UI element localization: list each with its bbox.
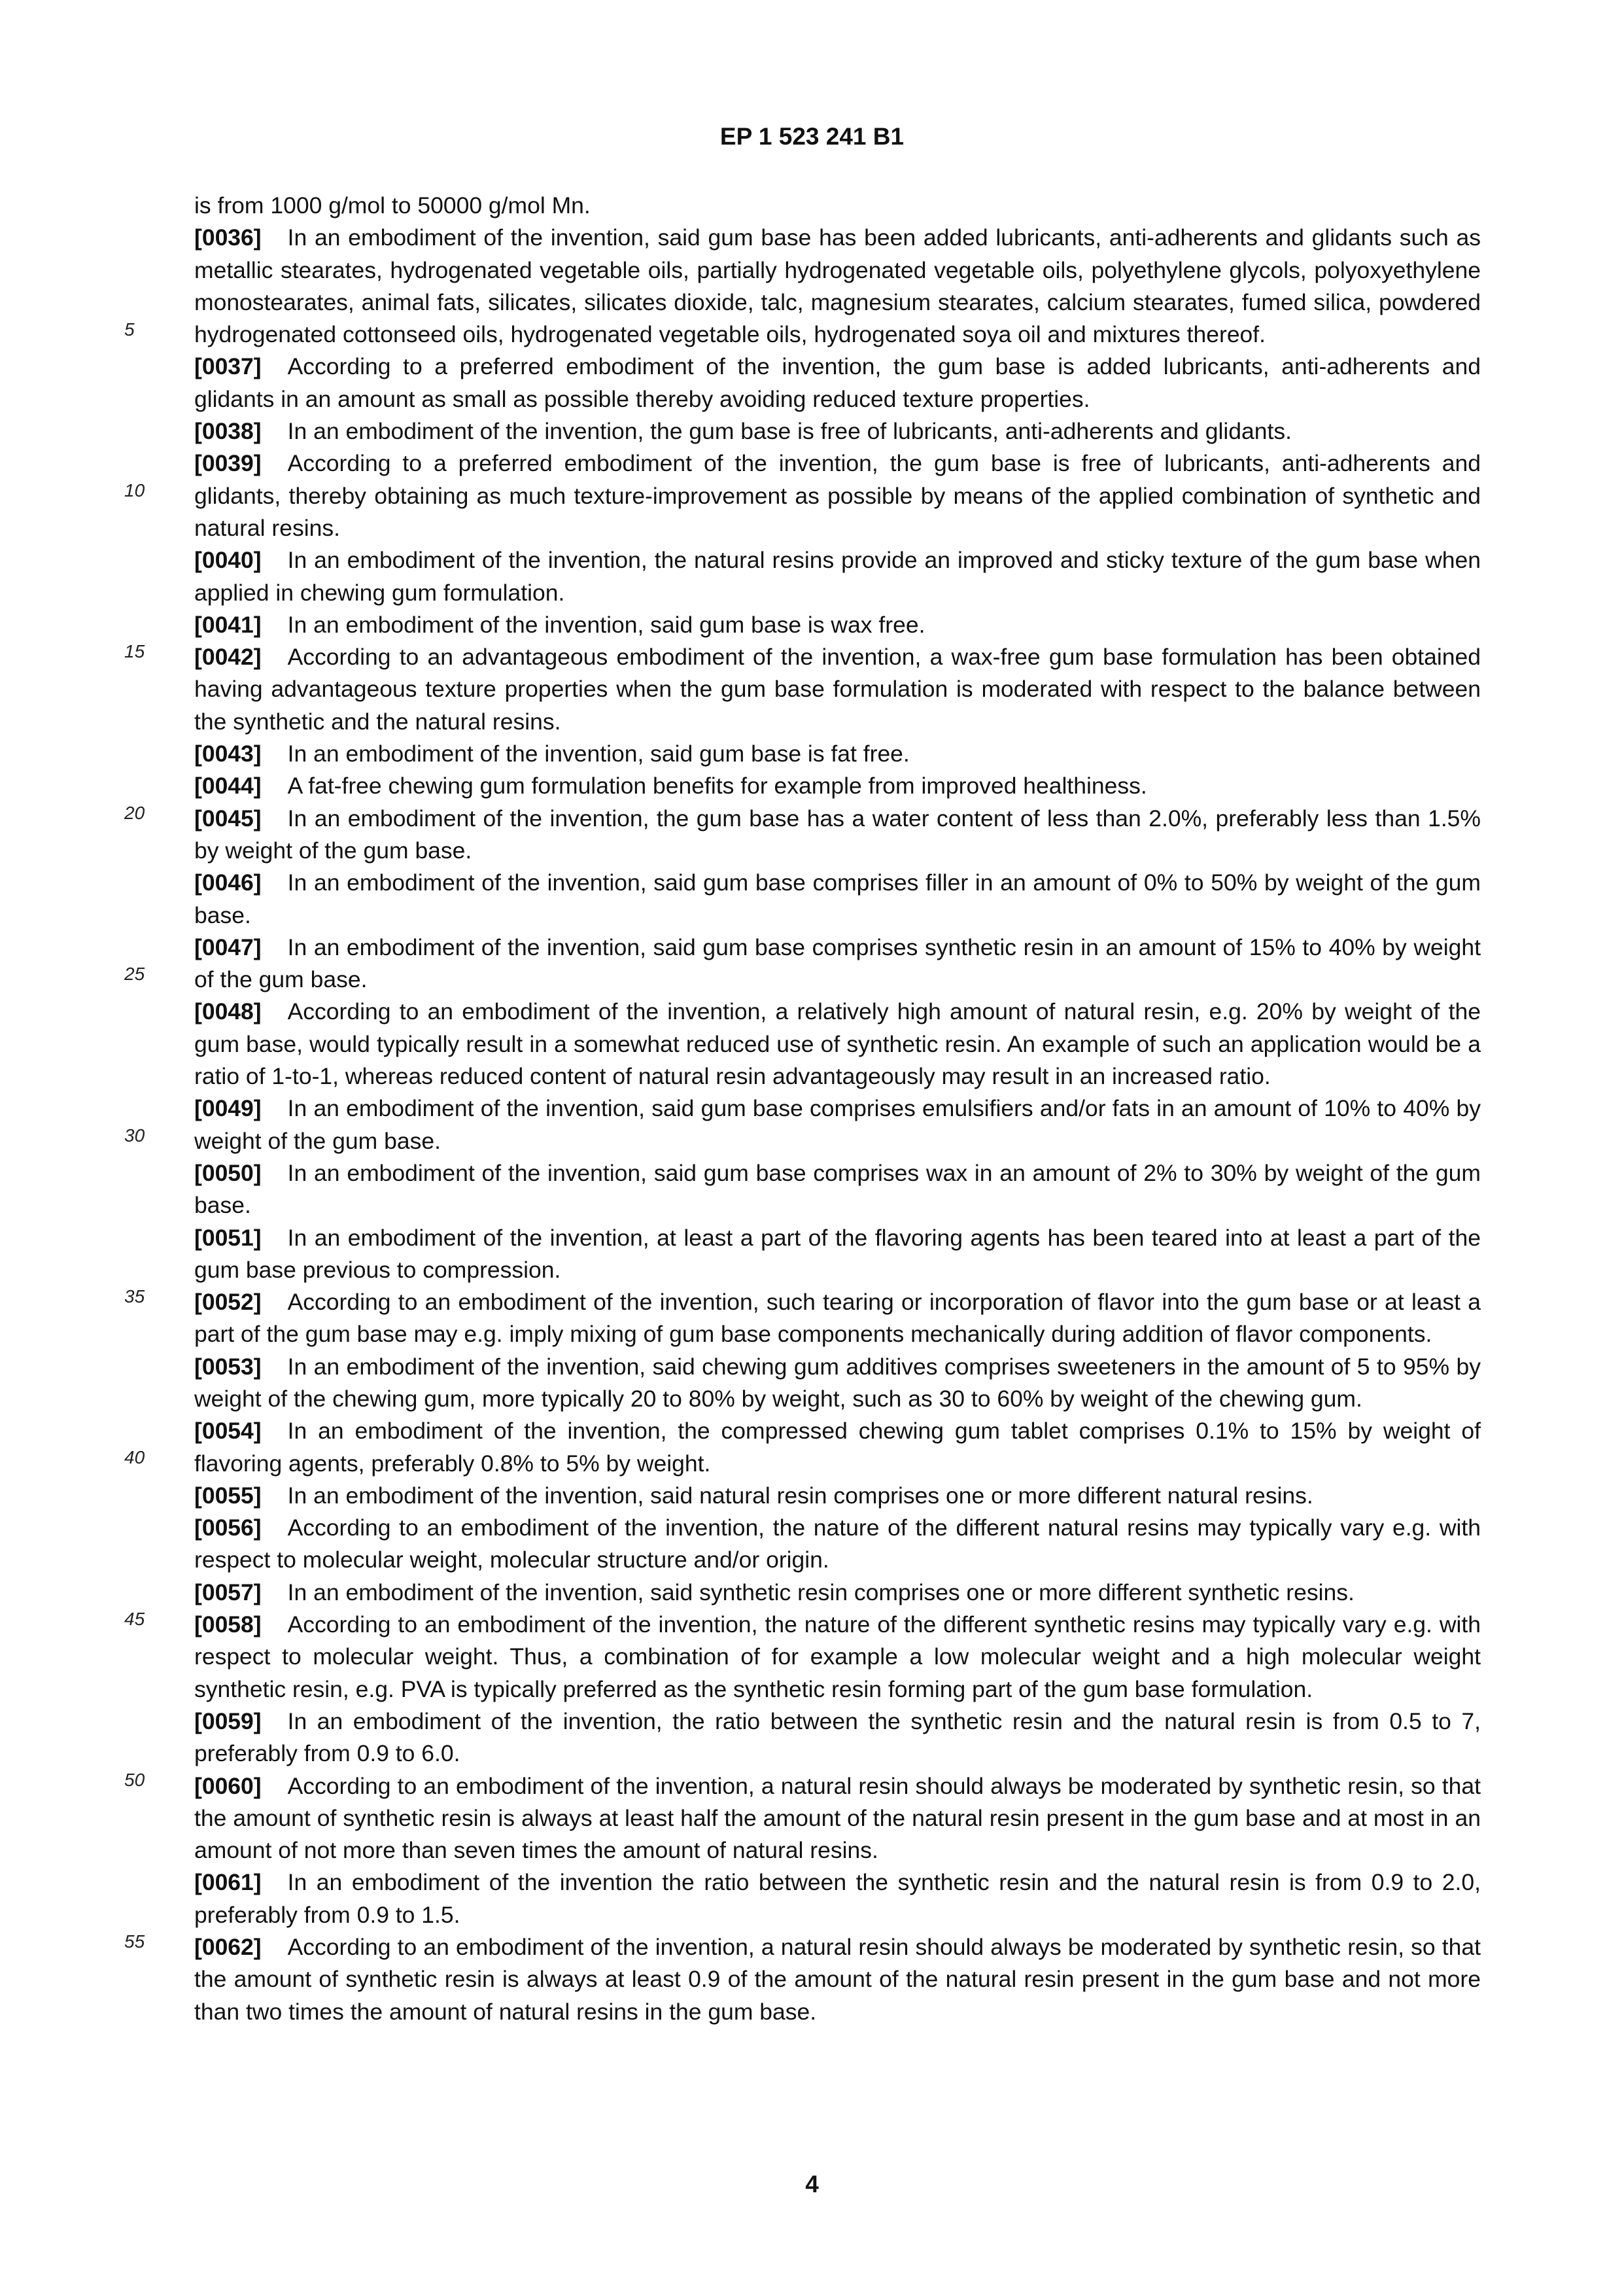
paragraph [194,1931,1481,2028]
paragraph-text: In an embodiment of the invention, the gum base has a water content of less than 2.0%, preferably less than 1.5% by weight of the gum base. [194,805,1481,864]
paragraph-number: [0047] [194,934,262,960]
paragraph-text: In an embodiment of the invention, said gum base comprises filler in an amount of 0% to 50% by weight of the gum base. [194,869,1481,928]
paragraph [194,932,1481,996]
paragraph [194,544,1481,609]
paragraph-text: In an embodiment of the invention, the compressed chewing gum tablet comprises 0.1% to 15% by weight of flavoring agents, preferably 0.8% to 5% by weight. [194,1418,1481,1477]
line-number: 50 [124,1770,145,1790]
paragraph-number: [0040] [194,547,262,574]
paragraph-number: [0045] [194,805,262,832]
paragraph-number: [0050] [194,1159,262,1186]
paragraph-number: [0051] [194,1224,262,1251]
paragraph-number: [0062] [194,1934,262,1961]
paragraph-number: [0041] [194,611,262,638]
paragraph-text: According to an advantageous embodiment of the invention, a wax-free gum base formulation has been obtained having advantageous texture properties when the gum base formulation is moderated with respect to the balance between the synthetic and the natural resins. [194,644,1481,735]
paragraph-text: In an embodiment of the invention, the ratio between the synthetic resin and the natural resin is from 0.5 to 7, preferably from 0.9 to 6.0. [194,1708,1481,1767]
paragraph-text: A fat-free chewing gum formulation benefits for example from improved healthiness. [287,773,1147,799]
paragraph [194,1609,1481,1706]
paragraph [194,1351,1481,1416]
line-number: 55 [124,1931,145,1952]
paragraph-number: [0036] [194,224,262,251]
paragraph [194,1866,1481,1931]
paragraph-number: [0055] [194,1482,262,1509]
paragraph [194,1512,1481,1577]
paragraph [194,738,1481,770]
paragraph [194,867,1481,932]
paragraph-number: [0061] [194,1869,262,1896]
paragraph [194,1222,1481,1287]
paragraph [194,351,1481,415]
paragraph-number: [0043] [194,741,262,767]
line-number: 10 [124,480,145,500]
line-number: 30 [124,1125,145,1146]
paragraph-text: In an embodiment of the invention, said gum base comprises synthetic resin in an amount of 15% to 40% by weight of the gum base. [194,934,1481,993]
line-number: 45 [124,1609,145,1629]
paragraph-text: In an embodiment of the invention, said chewing gum additives comprises sweeteners in the amount of 5 to 95% by weight of the chewing gum, more typically 20 to 80% by weight, such as 30 to 60% by weight of the chewing gum. [194,1353,1481,1412]
paragraph-text: According to an embodiment of the invention, a natural resin should always be moderated by synthetic resin, so that the amount of synthetic resin is always at least 0.9 of the amount of the natural resin present in the gum base and not more than two times the amount of natural resins in the gum base. [194,1934,1481,2025]
paragraph-number: [0038] [194,418,262,445]
paragraph [194,1093,1481,1157]
paragraph-text: In an embodiment of the invention, said synthetic resin comprises one or more different synthetic resins. [287,1579,1355,1605]
paragraph-number: [0056] [194,1515,262,1541]
continuation-text: is from 1000 g/mol to 50000 g/mol Mn. [194,192,591,219]
paragraph-number: [0039] [194,450,262,477]
paragraph-number: [0049] [194,1095,262,1122]
paragraph-number: [0052] [194,1289,262,1316]
paragraph [194,770,1481,802]
paragraph-text: In an embodiment of the invention, said gum base comprises wax in an amount of 2% to 30% by weight of the gum base. [194,1159,1481,1219]
page-number: 4 [805,2171,819,2198]
paragraph-text: According to an embodiment of the invention, the nature of the different natural resins may typically vary e.g. with respect to molecular weight, molecular structure and/or origin. [194,1515,1481,1573]
paragraph [194,1415,1481,1480]
paragraph-number: [0044] [194,773,262,799]
line-number: 40 [124,1447,145,1467]
paragraph-text: In an embodiment of the invention, the gum base is free of lubricants, anti-adherents and glidants. [287,418,1292,445]
paragraph [194,415,1481,447]
paragraph [194,803,1481,867]
paragraph-number: [0048] [194,998,262,1025]
line-number: 5 [124,319,135,340]
paragraph-number: [0054] [194,1418,262,1445]
paragraph-text: According to an embodiment of the invention, such tearing or incorporation of flavor into the gum base or at least a part of the gum base may e.g. imply mixing of gum base components mechanically during addition of flavor components. [194,1289,1481,1348]
paragraph-text: In an embodiment of the invention, the natural resins provide an improved and sticky texture of the gum base when applied in chewing gum formulation. [194,547,1481,606]
paragraph-number: [0046] [194,869,262,896]
paragraph [194,1480,1481,1512]
paragraph-text: In an embodiment of the invention, said gum base is fat free. [287,741,910,767]
paragraph [194,609,1481,641]
paragraph [194,996,1481,1093]
paragraph [194,447,1481,544]
paragraph [194,1286,1481,1351]
paragraph-text: According to a preferred embodiment of the invention, the gum base is free of lubricants, anti-adherents and glidants, thereby obtaining as much texture-improvement as possible by means of the applied combination of synthetic and natural resins. [194,450,1481,541]
paragraph-number: [0060] [194,1772,262,1799]
paragraph [194,1157,1481,1222]
description-body [194,190,1481,2028]
paragraph [194,1770,1481,1867]
paragraph-text: In an embodiment of the invention, said gum base comprises emulsifiers and/or fats in an amount of 10% to 40% by weight of the gum base. [194,1095,1481,1154]
paragraph [194,1706,1481,1770]
line-number: 15 [124,641,145,661]
line-number: 35 [124,1286,145,1306]
paragraph [194,222,1481,351]
paragraph-text: According to a preferred embodiment of the invention, the gum base is added lubricants, anti-adherents and glidants in an amount as small as possible thereby avoiding reduced texture properties. [194,353,1481,412]
paragraph-text: In an embodiment of the invention the ratio between the synthetic resin and the natural resin is from 0.9 to 2.0, preferably from 0.9 to 1.5. [194,1869,1481,1928]
paragraph [194,1577,1481,1609]
paragraph [194,641,1481,738]
paragraph-text: In an embodiment of the invention, said gum base is wax free. [287,611,925,638]
paragraph-number: [0059] [194,1708,262,1734]
paragraph-text: In an embodiment of the invention, said gum base has been added lubricants, anti-adherents and glidants such as metallic stearates, hydrogenated vegetable oils, partially hydrogenated vegetable oils, polyethylene glycols, polyoxyethylene monostearates, animal fats, silicates, silicates dioxide, talc, magnesium stearates, calcium stearates, fumed silica, powdered hydrogenated cottonseed oils, hydrogenated vegetable oils, hydrogenated soya oil and mixtures thereof. [194,224,1481,348]
paragraph-number: [0042] [194,644,262,671]
paragraph-number: [0058] [194,1611,262,1638]
paragraph-text: In an embodiment of the invention, said natural resin comprises one or more different natural resins. [287,1482,1313,1509]
patent-number-header: EP 1 523 241 B1 [719,123,905,150]
paragraph-number: [0053] [194,1353,262,1380]
paragraph-text: According to an embodiment of the invention, the nature of the different synthetic resins may typically vary e.g. with respect to molecular weight. Thus, a combination of for example a low molecular weight and a high molecular weight synthetic resin, e.g. PVA is typically preferred as the synthetic resin forming part of the gum base formulation. [194,1611,1481,1702]
paragraph-text: In an embodiment of the invention, at least a part of the flavoring agents has been teared into at least a part of the gum base previous to compression. [194,1224,1481,1283]
line-number: 25 [124,964,145,984]
line-number: 20 [124,803,145,823]
paragraph-number: [0037] [194,353,262,380]
paragraph-number: [0057] [194,1579,262,1605]
paragraph-text: According to an embodiment of the invention, a natural resin should always be moderated by synthetic resin, so that the amount of synthetic resin is always at least half the amount of the natural resin present in the gum base and at most in an amount of not more than seven times the amount of natural resins. [194,1772,1481,1864]
paragraph-text: According to an embodiment of the invention, a relatively high amount of natural resin, e.g. 20% by weight of the gum base, would typically result in a somewhat reduced use of synthetic resin. An example of such an application would be a ratio of 1-to-1, whereas reduced content of natural resin advantageously may result in an increased ratio. [194,998,1481,1090]
